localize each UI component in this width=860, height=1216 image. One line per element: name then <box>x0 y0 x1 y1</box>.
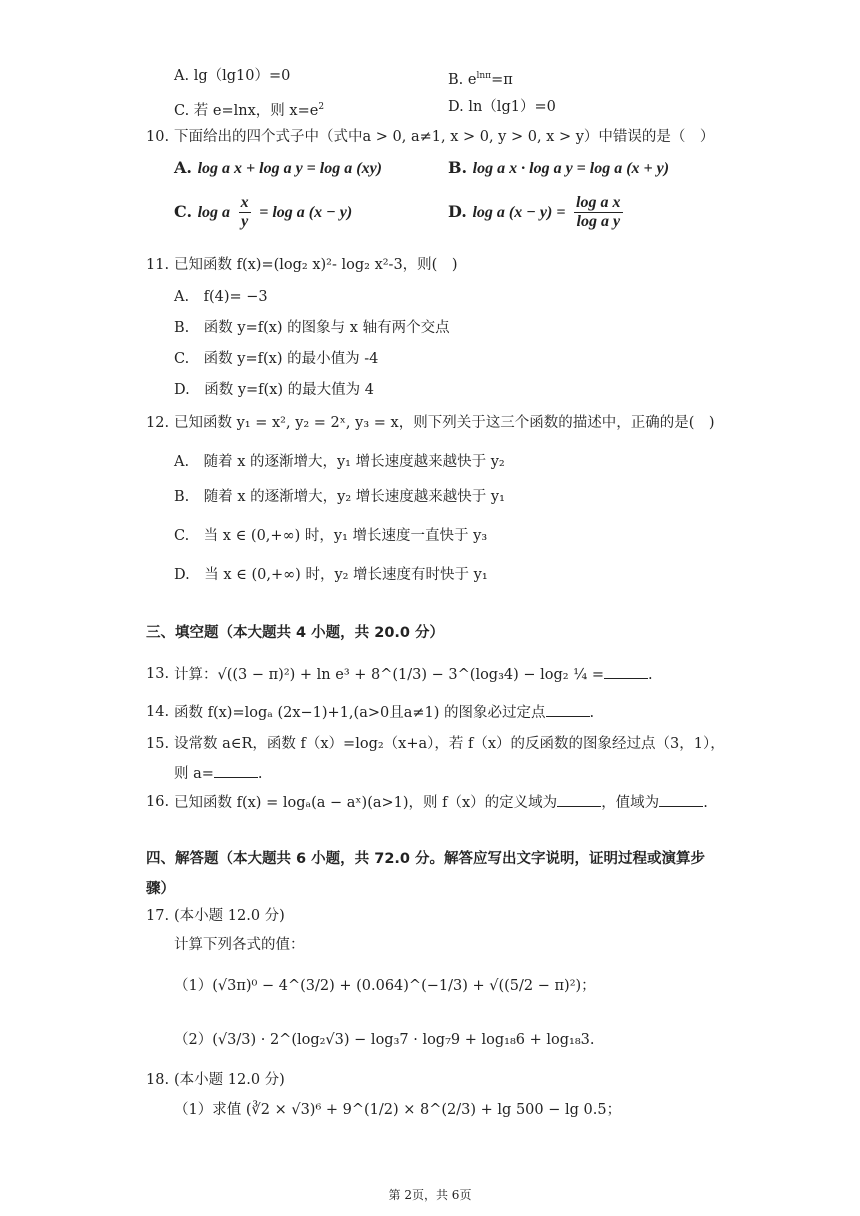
q14-answer-blank[interactable] <box>546 702 590 717</box>
q14-number: 14. <box>146 704 170 720</box>
q16-number: 16. <box>146 794 170 810</box>
q12-option-b: B. 随着 x 的逐渐增大，y₂ 增长速度越来越快于 y₁ <box>174 489 505 505</box>
q12-option-c: C. 当 x ∈ (0,+∞) 时，y₁ 增长速度一直快于 y₃ <box>174 528 488 544</box>
q12-number: 12. <box>146 415 170 431</box>
q9-option-d: D. ln（lg1）=0 <box>448 99 556 115</box>
q17-score: (本小题 12.0 分) <box>174 908 285 924</box>
q11-option-d: D. 函数 y=f(x) 的最大值为 4 <box>174 382 374 398</box>
q10-option-c: C. log a $\frac{x}{y}$ = log a (x − y) <box>174 194 353 230</box>
q10-option-b: B. log a x · log a y = log a (x + y) <box>448 158 670 177</box>
page-footer: 第 2页，共 6页 <box>388 1188 472 1202</box>
q10-stem: 下面给出的四个式子中（式中a > 0, a≠1, x > 0, y > 0, x > y）中错误的是（ ） <box>174 129 715 145</box>
q15-line2: 则 a= . <box>174 763 263 784</box>
q16-range-blank[interactable] <box>659 792 703 807</box>
section-4-title-line1: 四、解答题（本大题共 6 小题，共 72.0 分。解答应写出文字说明，证明过程或演算步 <box>146 851 706 867</box>
q18-score: (本小题 12.0 分) <box>174 1072 285 1088</box>
q12-option-a: A. 随着 x 的逐渐增大，y₁ 增长速度越来越快于 y₂ <box>174 454 505 470</box>
q10-number: 10. <box>146 129 170 145</box>
q18-part1: （1）求值 (∛2 × √3)⁶ + 9^(1/2) × 8^(2/3) + lg 500 − lg 0.5； <box>174 1102 622 1118</box>
q17-intro: 计算下列各式的值： <box>174 937 305 953</box>
q12-stem: 已知函数 y₁ = x², y₂ = 2ˣ, y₃ = x，则下列关于这三个函数的描述中，正确的是( ) <box>174 415 715 431</box>
q12-option-d: D. 当 x ∈ (0,+∞) 时，y₂ 增长速度有时快于 y₁ <box>174 567 488 583</box>
section-4-title-line2: 骤） <box>146 881 175 897</box>
q18-number: 18. <box>146 1072 170 1088</box>
q14-text: 函数 f(x)=logₐ (2x−1)+1,(a>0且a≠1) 的图象必过定点 . <box>174 702 594 723</box>
q17-part1: （1）(√3π)⁰ − 4^(3/2) + (0.064)^(−1/3) + √((5/2 − π)²)； <box>174 978 596 994</box>
q16-domain-blank[interactable] <box>557 792 601 807</box>
q11-number: 11. <box>146 257 170 273</box>
q17-number: 17. <box>146 908 170 924</box>
q9-option-c: C. 若 e=lnx，则 $x=e^2$ <box>174 102 325 119</box>
q11-stem: 已知函数 f(x)=(log₂ x)²- log₂ x²-3，则( ) <box>174 257 458 273</box>
q10-option-a: A. log a x + log a y = log a (xy) <box>174 158 382 177</box>
q9-option-b: B. $e^{ln\pi}=\pi$ <box>448 71 513 88</box>
q13-answer-blank[interactable] <box>604 664 648 679</box>
q11-option-a: A. f(4)= −3 <box>174 289 268 305</box>
q10-option-d: D. log a (x − y) = $\frac{\text{log a x}}{\text{log a y}}$ <box>448 194 621 230</box>
q13-number: 13. <box>146 666 170 682</box>
q17-part2: （2）(√3/3) · 2^(log₂√3) − log₃7 · log₇9 + log₁₈6 + log₁₈3. <box>174 1032 595 1048</box>
q13-text: 计算：√((3 − π)²) + ln e³ + 8^(1/3) − 3^(log₃4) − log₂ ¼ = . <box>174 664 653 685</box>
q16-text: 已知函数 f(x) = logₐ(a − aˣ)(a>1)，则 f（x）的定义域为 ，值域为 . <box>174 792 708 813</box>
q11-option-b: B. 函数 y=f(x) 的图象与 x 轴有两个交点 <box>174 320 450 336</box>
section-3-title: 三、填空题（本大题共 4 小题，共 20.0 分） <box>146 625 445 641</box>
q11-option-c: C. 函数 y=f(x) 的最小值为 -4 <box>174 351 379 367</box>
q15-answer-blank[interactable] <box>214 763 258 778</box>
q9-option-a: A. lg（lg10）=0 <box>174 68 291 84</box>
q15-line1: 设常数 a∈R，函数 f（x）=log₂（x+a），若 f（x）的反函数的图象经过点（3，1）， <box>174 736 725 752</box>
q15-number: 15. <box>146 736 170 752</box>
